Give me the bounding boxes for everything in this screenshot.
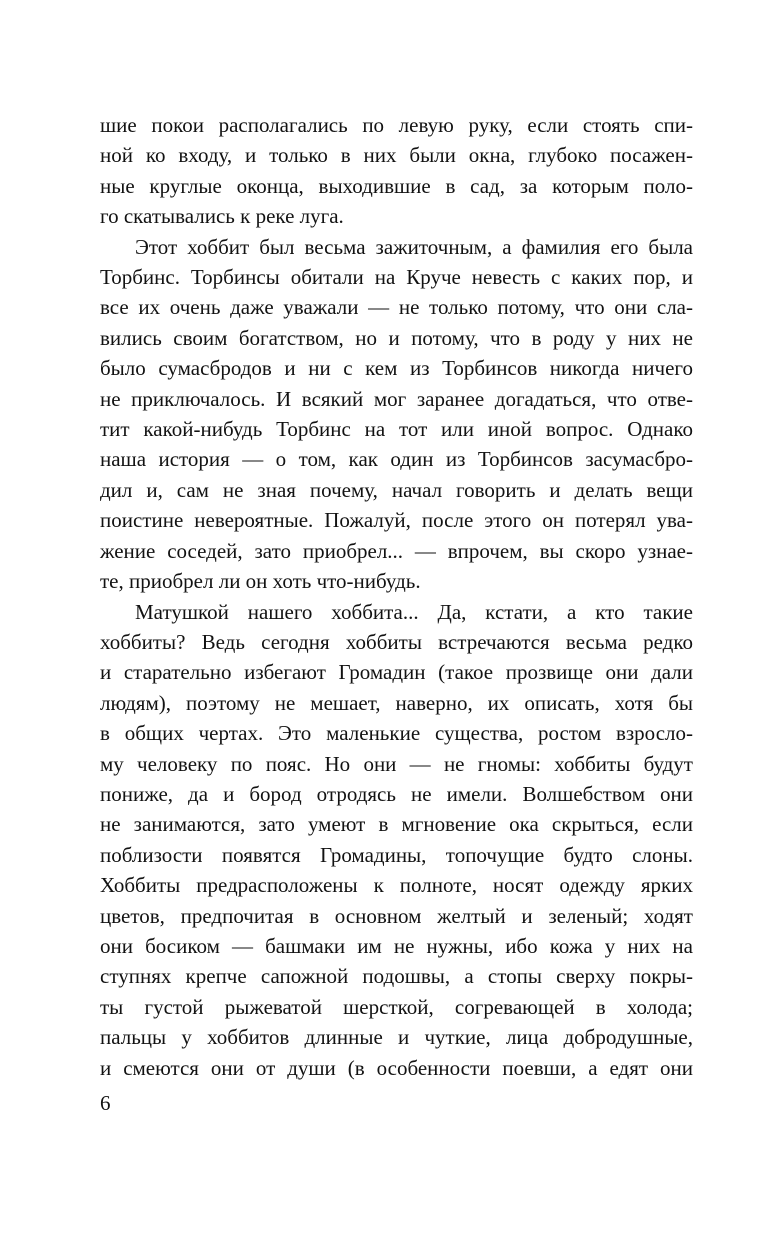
text-line: в общих чертах. Это маленькие существа, ростом взросло-	[100, 721, 693, 746]
text-line: му человеку по пояс. Но они — не гномы: хоббиты будут	[100, 751, 693, 776]
text-line: шие покои располагались по левую руку, если стоять спи-	[100, 113, 693, 137]
text-line: те, приобрел ли он хоть что-нибудь.	[100, 569, 421, 594]
text-line: поблизости появятся Громадины, топочущие будто слоны.	[100, 842, 693, 867]
text-line: цветов, предпочитая в основном желтый и зеленый; ходят	[100, 903, 693, 928]
text-line: ные круглые оконца, выходившие в сад, за которым поло-	[100, 173, 693, 198]
text-line: тит какой-нибудь Торбинс на тот или иной вопрос. Однако	[100, 417, 693, 442]
paragraph	[100, 232, 693, 597]
text-line: ступнях крепче сапожной подошвы, а стопы сверху покры-	[100, 964, 693, 989]
text-line: людям), поэтому не мешает, наверно, их описать, хотя бы	[100, 690, 693, 715]
text-line: жение соседей, зато приобрел... — впрочем, вы скоро узнае-	[100, 538, 693, 563]
text-line: вились своим богатством, но и потому, что в роду у них не	[100, 325, 693, 350]
text-line: хоббиты? Ведь сегодня хоббиты встречаются весьма редко	[100, 629, 693, 654]
text-line: не занимаются, зато умеют в мгновение ока скрыться, если	[100, 812, 693, 837]
text-line: все их очень даже уважали — не только потому, что они сла-	[100, 295, 693, 320]
text-block	[100, 110, 693, 1083]
text-line: и смеются они от души (в особенности поевши, а едят они	[100, 1055, 693, 1080]
page-number: 6	[100, 1091, 111, 1115]
text-line: поистине невероятные. Пожалуй, после этого он потерял ува-	[100, 508, 693, 533]
paragraph	[100, 597, 693, 1084]
text-line: было сумасбродов и ни с кем из Торбинсов никогда ничего	[100, 356, 693, 381]
text-line: и старательно избегают Громадин (такое прозвище они дали	[100, 660, 693, 685]
text-line: Хоббиты предрасположены к полноте, носят одежду ярких	[100, 873, 693, 898]
text-line: ной ко входу, и только в них были окна, глубоко посажен-	[100, 143, 693, 168]
text-line: дил и, сам не зная почему, начал говорить и делать вещи	[100, 477, 693, 502]
text-line: пальцы у хоббитов длинные и чуткие, лица добродушные,	[100, 1025, 693, 1050]
text-line: ты густой рыжеватой шерсткой, согревающей в холода;	[100, 994, 693, 1019]
paragraph	[100, 110, 693, 232]
text-line: Матушкой нашего хоббита... Да, кстати, а кто такие	[135, 599, 693, 624]
text-line: наша история — о том, как один из Торбинсов засумасбро-	[100, 447, 693, 472]
text-line: не приключалось. И всякий мог заранее догадаться, что отве-	[100, 386, 693, 411]
text-line: Этот хоббит был весьма зажиточным, а фамилия его была	[135, 234, 693, 259]
text-line: Торбинс. Торбинсы обитали на Круче невесть с каких пор, и	[100, 265, 693, 290]
text-line: го скатывались к реке луга.	[100, 204, 344, 229]
text-line: пониже, да и бород отродясь не имели. Волшебством они	[100, 781, 693, 806]
text-line: они босиком — башмаки им не нужны, ибо кожа у них на	[100, 933, 693, 958]
